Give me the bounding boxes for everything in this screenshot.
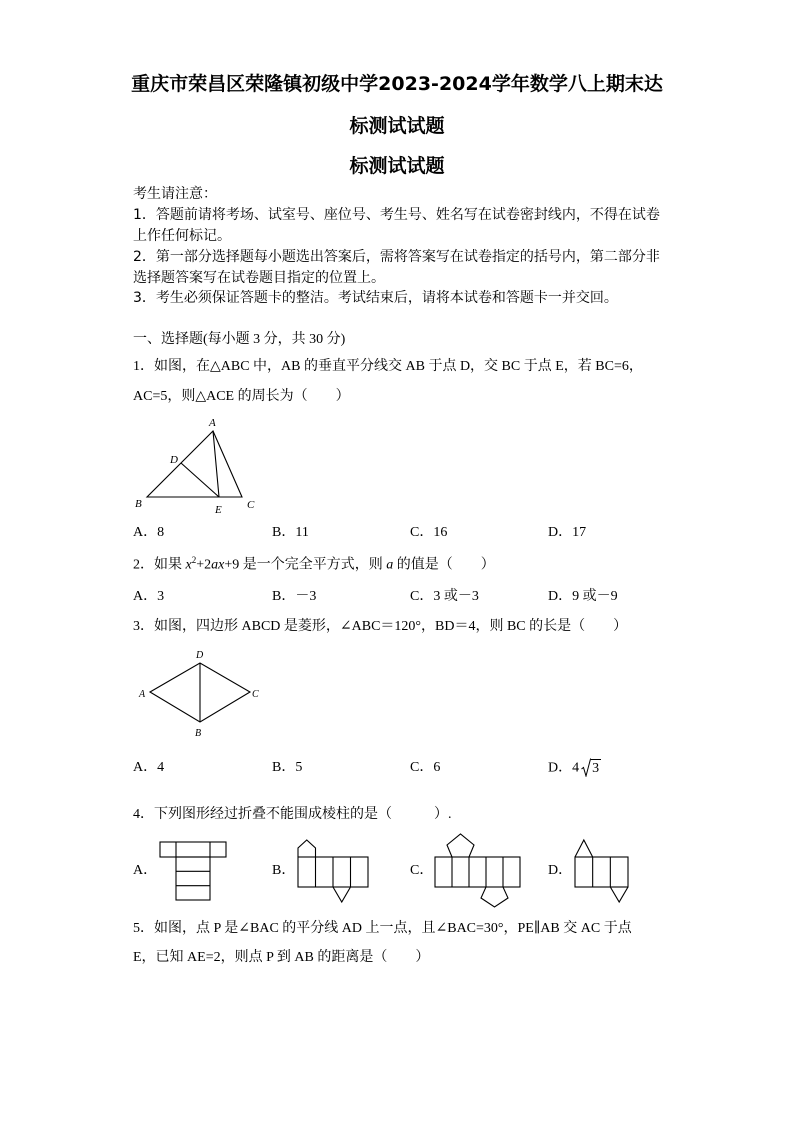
q3-option-d-radicand: 3 — [592, 760, 600, 776]
triangle-abc — [147, 431, 242, 497]
net-a-column — [176, 857, 210, 900]
exam-title-line-2: 标测试试题 — [349, 115, 445, 137]
q1-option-b: B．11 — [272, 525, 309, 540]
fig3-label-d: D — [196, 650, 204, 661]
q2-option-a: A．3 — [133, 589, 165, 604]
net-b-bottom-triangle — [333, 887, 351, 902]
q4-option-a-label: A． — [133, 863, 158, 878]
q3-option-b: B．5 — [272, 760, 303, 775]
q1-option-d: D．17 — [548, 525, 587, 540]
q2-stem-prefix: 2．如果 — [133, 557, 186, 573]
q4-option-c-label: C． — [410, 863, 434, 878]
q2-exponent: 2 — [191, 555, 197, 565]
question-1-stem-line-1: 1．如图，在△ABC 中，AB 的垂直平分线交 AB 于点 D，交 BC 于点 E，若 BC=6， — [133, 359, 643, 374]
question-4-stem: 4．下列图形经过折叠不能围成棱柱的是（ ）. — [133, 807, 452, 822]
q2-var-x: x — [185, 557, 192, 573]
notice-line-3: 3．考生必须保证答题卡的整洁。考试结束后，请将本试卷和答题卡一并交回。 — [133, 290, 618, 306]
notice-line-1: 1．答题前请将考场、试室号、座位号、考生号、姓名写在试卷密封线内，不得在试卷 — [133, 207, 660, 223]
net-c-bottom-pentagon — [481, 887, 508, 907]
q1-option-a: A．8 — [133, 525, 165, 540]
question-5-stem-line-1: 5．如图，点 P 是∠BAC 的平分线 AD 上一点，且∠BAC=30°，PE∥AB 交 AC 于点 — [133, 921, 632, 936]
q4-net-d-figure — [572, 836, 632, 906]
notice-line-2: 2．第一部分选择题每小题选出答案后，需将答案写在试卷指定的括号内，第二部分非 — [133, 249, 660, 265]
fig3-label-b: B — [195, 728, 202, 739]
q3-option-d-sqrt — [581, 758, 601, 779]
q3-option-d-label: D． — [548, 760, 573, 776]
segment-de — [181, 463, 219, 497]
q3-option-d-coef: 4 — [572, 760, 580, 776]
question-3-rhombus-figure — [135, 645, 267, 741]
q2-stem-suffix: 的值是（ ） — [393, 557, 495, 573]
q2-option-b: B．－3 — [272, 589, 317, 604]
q1-option-c: C．16 — [410, 525, 448, 540]
segment-ae — [213, 431, 219, 497]
q2-stem-mid: +2 — [196, 557, 212, 573]
fig1-label-b: B — [135, 498, 142, 510]
fig1-label-e: E — [215, 504, 222, 516]
net-d-side-faces — [575, 857, 628, 887]
question-3-stem: 3．如图，四边形 ABCD 是菱形，∠ABC＝120°，BD＝4，则 BC 的长是（ ） — [133, 619, 628, 634]
q3-option-c: C．6 — [410, 760, 441, 775]
question-5-stem-line-2: E，已知 AE=2，则点 P 到 AB 的距离是（ ） — [133, 950, 430, 965]
q4-option-b-label: B． — [272, 863, 296, 878]
q2-option-d: D．9 或－9 — [548, 589, 618, 604]
q2-var-a: a — [386, 557, 394, 573]
q2-var-ax: ax — [211, 557, 225, 573]
net-a-top-row — [160, 842, 226, 857]
notice-heading: 考生请注意： — [133, 186, 217, 202]
fig1-label-c: C — [247, 499, 255, 511]
question-1-triangle-figure — [130, 412, 262, 518]
net-c-side-faces — [435, 857, 520, 887]
net-d-top-triangle — [575, 840, 593, 857]
q3-option-d — [548, 758, 601, 779]
q4-net-a-figure — [158, 838, 230, 904]
exam-title-line-3: 标测试试题 — [349, 155, 445, 177]
net-d-bottom-triangle — [610, 887, 628, 902]
fig1-label-a: A — [209, 417, 216, 429]
q4-net-b-figure — [295, 836, 371, 906]
fig3-label-a: A — [139, 689, 146, 700]
sqrt-sign-icon — [581, 758, 591, 777]
q3-option-a: A．4 — [133, 760, 165, 775]
fig3-label-c: C — [252, 689, 259, 700]
question-2-stem — [133, 555, 495, 576]
section-heading: 一、选择题(每小题 3 分，共 30 分) — [133, 332, 346, 347]
fig1-label-d: D — [170, 454, 178, 466]
notice-line-1-cont: 上作任何标记。 — [133, 228, 231, 244]
net-c-top-pentagon — [447, 834, 474, 857]
q2-stem-rest: +9 是一个完全平方式，则 — [224, 557, 387, 573]
exam-title-line-1: 重庆市荣昌区荣隆镇初级中学2023-2024学年数学八上期末达 — [131, 73, 663, 95]
question-1-stem-line-2: AC=5，则△ACE 的周长为（ ） — [133, 389, 350, 404]
q2-option-c: C．3 或－3 — [410, 589, 479, 604]
q4-option-d-label: D． — [548, 863, 573, 878]
notice-line-2-cont: 选择题答案写在试卷题目指定的位置上。 — [133, 270, 385, 286]
net-b-top-pentagon — [298, 840, 316, 857]
q4-net-c-figure — [432, 830, 524, 910]
